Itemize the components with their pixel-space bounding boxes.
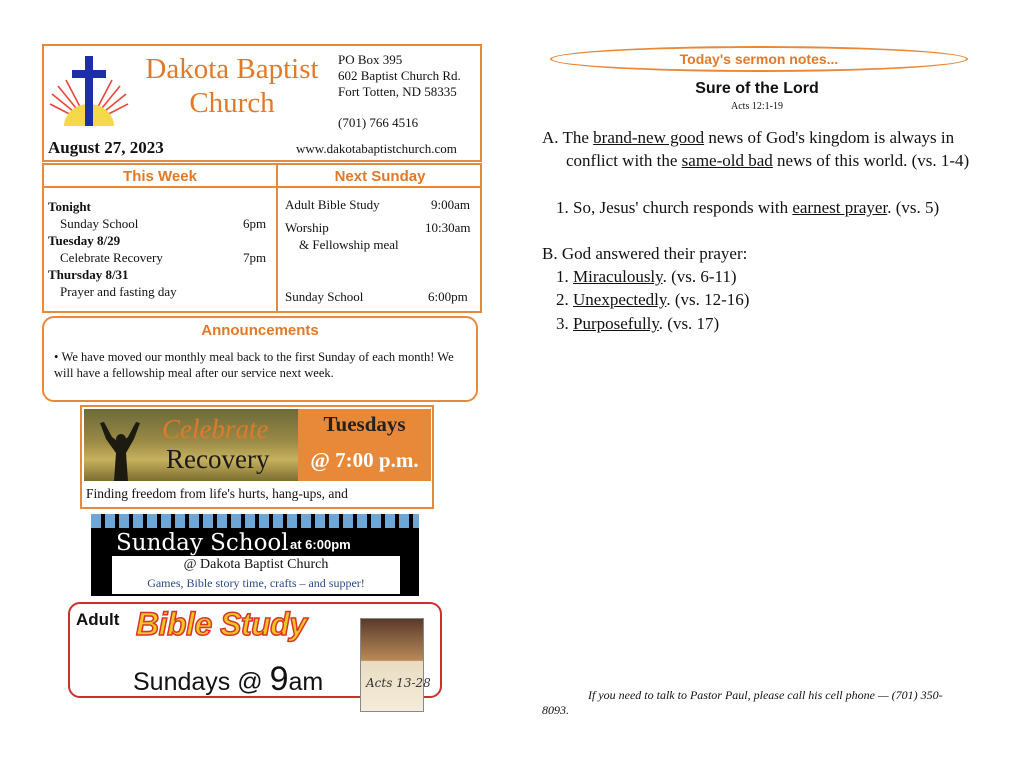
worship-label: Worship xyxy=(285,220,329,235)
fellowship-label: & Fellowship meal xyxy=(299,237,399,252)
bible-study-word: Bible Study xyxy=(136,606,307,642)
recovery-word: Recovery xyxy=(166,444,270,474)
this-week-title: This Week xyxy=(123,168,197,185)
next-sunday-school-time: 6:00pm xyxy=(428,289,468,304)
point-b2-suffix: . (vs. 12-16) xyxy=(666,290,750,309)
address-line3: Fort Totten, ND 58335 xyxy=(338,84,457,99)
address-block xyxy=(338,52,461,100)
sunday-school-ad-subtitle: Games, Bible story time, crafts – and supper! xyxy=(147,576,365,590)
church-name-line1: Dakota Baptist xyxy=(145,53,319,85)
church-name-line2: Church xyxy=(189,87,275,119)
point-a1-prefix: 1. So, Jesus' church responds with xyxy=(556,198,793,217)
announcements-title: Announcements xyxy=(201,322,319,339)
adult-bible-study-time: 9:00am xyxy=(431,197,470,212)
celebrate-recovery-ad-time: @ 7:00 p.m. xyxy=(310,448,419,472)
celebrate-recovery-caption: Finding freedom from life's hurts, hang-ups, and xyxy=(86,486,348,501)
sunday-school-ad-title: Sunday School xyxy=(116,530,289,556)
bulletin-date: August 27, 2023 xyxy=(48,138,164,157)
cross-sunrise-icon xyxy=(48,50,130,130)
point-a-mid: news of God's kingdom is always in conflict with the xyxy=(566,128,955,170)
next-sunday-title: Next Sunday xyxy=(334,168,426,185)
point-b3-blank: Purposefully xyxy=(573,314,659,333)
sunday-school-ad-location: @ Dakota Baptist Church xyxy=(183,557,329,572)
tonight-label: Tonight xyxy=(48,199,91,214)
sermon-point-b2 xyxy=(556,288,749,311)
adult-bible-study-schedule xyxy=(133,660,323,699)
sermon-point-b3 xyxy=(556,312,719,335)
announcement-item xyxy=(54,349,464,381)
sunday-school-stripes xyxy=(91,514,419,528)
next-sunday-school-label: Sunday School xyxy=(285,289,364,304)
celebrate-recovery-day: Tuesdays xyxy=(323,412,406,436)
sermon-reference: Acts 12:1-19 xyxy=(731,101,783,112)
celebrate-recovery-time: 7pm xyxy=(243,250,267,265)
address-line2: 602 Baptist Church Rd. xyxy=(338,68,461,83)
celebrate-word: Celebrate xyxy=(162,414,269,444)
point-b1-blank: Miraculously xyxy=(573,267,663,286)
address-line1: PO Box 395 xyxy=(338,52,403,67)
thursday-label: Thursday 8/31 xyxy=(48,267,129,282)
sundays-prefix: Sundays @ xyxy=(133,668,270,696)
sundays-suffix: am xyxy=(288,668,324,696)
point-b2-blank: Unexpectedly xyxy=(573,290,667,309)
point-b3-num: 3. xyxy=(556,314,573,333)
adult-word: Adult xyxy=(76,610,120,629)
prayer-label: Prayer and fasting day xyxy=(60,284,177,299)
sermon-point-b: B. God answered their prayer: xyxy=(542,244,748,263)
bullet-icon: • xyxy=(54,350,62,364)
point-b2-num: 2. xyxy=(556,290,573,309)
point-a-suffix: news of this world. (vs. 1-4) xyxy=(772,151,970,170)
church-website: www.dakotabaptistchurch.com xyxy=(296,141,457,156)
point-b3-suffix: . (vs. 17) xyxy=(658,314,720,333)
sunday-school-label: Sunday School xyxy=(60,216,139,231)
sunday-school-ad-time: at 6:00pm xyxy=(290,537,351,552)
celebrate-recovery-label: Celebrate Recovery xyxy=(60,250,163,265)
sundays-number: 9 xyxy=(269,660,289,698)
point-b1-num: 1. xyxy=(556,267,573,286)
pastor-contact-note: If you need to talk to Pastor Paul, please call his cell phone — (701) 350-8093. xyxy=(542,688,943,717)
acts-book-title: Acts 13-28 xyxy=(366,676,431,690)
worship-time: 10:30am xyxy=(425,220,471,235)
sermon-title: Sure of the Lord xyxy=(695,80,819,97)
adult-bible-study-label: Adult Bible Study xyxy=(285,197,380,212)
point-a1-suffix: . (vs. 5) xyxy=(887,198,940,217)
sermon-point-a1 xyxy=(556,196,976,219)
church-name xyxy=(132,52,332,120)
point-a1-blank: earnest prayer xyxy=(792,198,888,217)
tuesday-label: Tuesday 8/29 xyxy=(48,233,121,248)
acts-book-cover xyxy=(360,618,424,712)
point-b1-suffix: . (vs. 6-11) xyxy=(662,267,737,286)
schedule-divider-horizontal xyxy=(42,186,482,188)
sermon-point-a xyxy=(542,126,978,172)
sermon-point-b1 xyxy=(556,265,737,288)
point-a-blank2: same-old bad xyxy=(681,151,773,170)
sunday-school-time: 6pm xyxy=(243,216,267,231)
church-phone: (701) 766 4516 xyxy=(338,115,419,130)
sermon-notes-heading: Today's sermon notes... xyxy=(679,51,839,67)
announcement-text: We have moved our monthly meal back to the first Sunday of each month! We will have a fellowship meal after our service next week. xyxy=(54,350,454,380)
point-a-prefix: A. The xyxy=(542,128,594,147)
point-a-blank1: brand-new good xyxy=(593,128,705,147)
